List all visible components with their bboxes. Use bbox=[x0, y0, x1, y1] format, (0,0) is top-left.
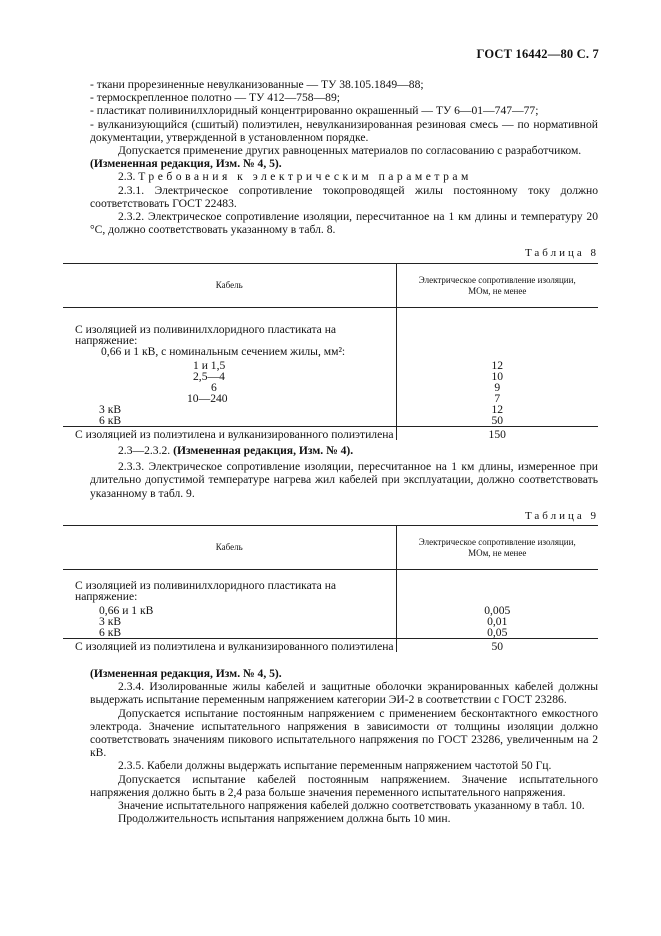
text-block-top bbox=[90, 78, 598, 236]
table-row-label: С изоляцией из поливинилхлоридного пластиката на напряжение: bbox=[75, 322, 337, 347]
table-cell: 0,01 bbox=[396, 616, 598, 627]
table-header-resistance: Электрическое сопротивление изоляции, МОм, не менее bbox=[396, 526, 598, 570]
page-header: ГОСТ 16442—80 С. 7 bbox=[476, 47, 599, 61]
edit-note-text: (Измененная редакция, Изм. № 4). bbox=[173, 444, 354, 457]
table-row bbox=[63, 605, 598, 616]
table-cell: 12 bbox=[396, 360, 598, 371]
table-9 bbox=[63, 525, 598, 652]
table-9-caption: Таблица 9 bbox=[524, 510, 599, 522]
table-row bbox=[63, 627, 598, 639]
table-header-resistance: Электрическое сопротивление изоляции, МОм, не менее bbox=[396, 264, 598, 308]
paragraph-2-3-5: 2.3.5. Кабели должны выдержать испытание переменным напряжением частотой 50 Гц. bbox=[118, 759, 552, 773]
table-row bbox=[63, 415, 598, 427]
section-2-3-heading bbox=[90, 170, 598, 183]
section-number: 2.3. bbox=[118, 170, 136, 184]
list-item: - пластикат поливинилхлоридный концентрированно окрашенный — ТУ 6—01—747—77; bbox=[90, 104, 539, 118]
table-row bbox=[63, 616, 598, 627]
paragraph-table-10-ref: Значение испытательного напряжения кабелей должно соответствовать указанному в табл. 10. bbox=[118, 799, 585, 813]
table-row-label: С изоляцией из поливинилхлоридного пластиката на напряжение: bbox=[75, 578, 337, 603]
table-8-caption: Таблица 8 bbox=[524, 247, 599, 259]
edit-note: (Измененная редакция, Изм. № 4, 5). bbox=[90, 667, 282, 680]
paragraph-dc-test: Допускается испытание постоянным напряжением с применением бесконтактного емкостного электрода. Значение испытательного напряжения в зависимости от толщины изоляции должно соответствовать значениям пикового испытательного напряжения по ГОСТ 23286, увеличенным на 2 кВ. bbox=[90, 706, 598, 760]
table-cell: 7 bbox=[396, 393, 598, 404]
edit-note-ref: 2.3—2.3.2. bbox=[118, 444, 171, 457]
table-cell: 0,005 bbox=[396, 605, 598, 616]
table-row-label: 0,66 и 1 кВ, с номинальным сечением жилы, мм²: bbox=[101, 344, 346, 358]
table-cell: 2,5—4 bbox=[193, 369, 225, 383]
paragraph-allowed-materials: Допускается применение других равноценных материалов по согласованию с разработчиком. bbox=[118, 144, 582, 158]
table-cell: С изоляцией из полиэтилена и вулканизированного полиэтилена bbox=[75, 639, 394, 653]
list-item: - вулканизующийся (сшитый) полиэтилен, невулканизированная резиновая смесь — по нормативной документации, утвержденной в установленном порядке. bbox=[90, 117, 598, 144]
list-item: - термоскрепленное полотно — ТУ 412—758—89; bbox=[90, 91, 340, 105]
paragraph-2-3-3: 2.3.3. Электрическое сопротивление изоляции, пересчитанное на 1 км длины, измеренное при длительно допустимой температуре нагрева жил кабелей при эксплуатации, должно соответствовать указанному в табл. 9. bbox=[90, 460, 598, 500]
paragraph-2-3-1: 2.3.1. Электрическое сопротивление токопроводящей жилы постоянному току должно соответствовать ГОСТ 22483. bbox=[90, 183, 598, 210]
table-cell: 6 bbox=[211, 380, 217, 394]
table-cell: 3 кВ bbox=[99, 614, 122, 628]
table-row bbox=[63, 382, 598, 393]
table-cell: С изоляцией из полиэтилена и вулканизированного полиэтилена bbox=[75, 427, 394, 441]
table-cell: 150 bbox=[396, 426, 598, 440]
table-cell: 12 bbox=[396, 404, 598, 415]
section-title: Требования к электрическим параметрам bbox=[138, 170, 472, 184]
paragraph-duration: Продолжительность испытания напряжением должна быть 10 мин. bbox=[118, 812, 451, 826]
paragraph-2-3-2: 2.3.2. Электрическое сопротивление изоляции, пересчитанное на 1 км длины и температуру 20 °С, должно соответствовать указанному в табл. 8. bbox=[90, 210, 598, 237]
table-cell: 0,05 bbox=[396, 627, 598, 639]
table-row bbox=[63, 371, 598, 382]
table-cell: 9 bbox=[396, 382, 598, 393]
table-row bbox=[63, 360, 598, 371]
edit-note bbox=[90, 444, 598, 457]
table-cell: 10—240 bbox=[187, 391, 228, 405]
table-row bbox=[63, 426, 598, 440]
table-cell: 10 bbox=[396, 371, 598, 382]
list-item: - ткани прорезиненные невулканизованные — ТУ 38.105.1849—88; bbox=[90, 78, 424, 91]
paragraph-2-3-4: 2.3.4. Изолированные жилы кабелей и защитные оболочки экранированных кабелей должны выдержать испытание переменным напряжением категории ЭИ-2 в соответствии с ГОСТ 23286. bbox=[90, 680, 598, 707]
table-cell: 3 кВ bbox=[99, 402, 122, 416]
table-cell: 1 и 1,5 bbox=[193, 358, 226, 372]
edit-note: (Измененная редакция, Изм. № 4, 5). bbox=[90, 157, 282, 171]
table-row bbox=[63, 638, 598, 652]
table-cell: 6 кВ bbox=[63, 627, 396, 639]
paragraph-dc-test-2: Допускается испытание кабелей постоянным напряжением. Значение испытательного напряжения должно быть в 2,4 раза больше значения переменного испытательного напряжения. bbox=[90, 772, 598, 799]
table-cell: 0,66 и 1 кВ bbox=[99, 603, 154, 617]
table-cell: 50 bbox=[396, 638, 598, 652]
text-block-middle bbox=[90, 444, 598, 500]
table-row bbox=[63, 404, 598, 415]
table-header-cable: Кабель bbox=[63, 264, 396, 308]
table-cell: 6 кВ bbox=[63, 415, 396, 427]
table-row bbox=[63, 393, 598, 404]
table-cell: 50 bbox=[396, 415, 598, 427]
table-header-cable: Кабель bbox=[63, 526, 396, 570]
text-block-bottom bbox=[90, 667, 598, 825]
table-8 bbox=[63, 263, 598, 440]
